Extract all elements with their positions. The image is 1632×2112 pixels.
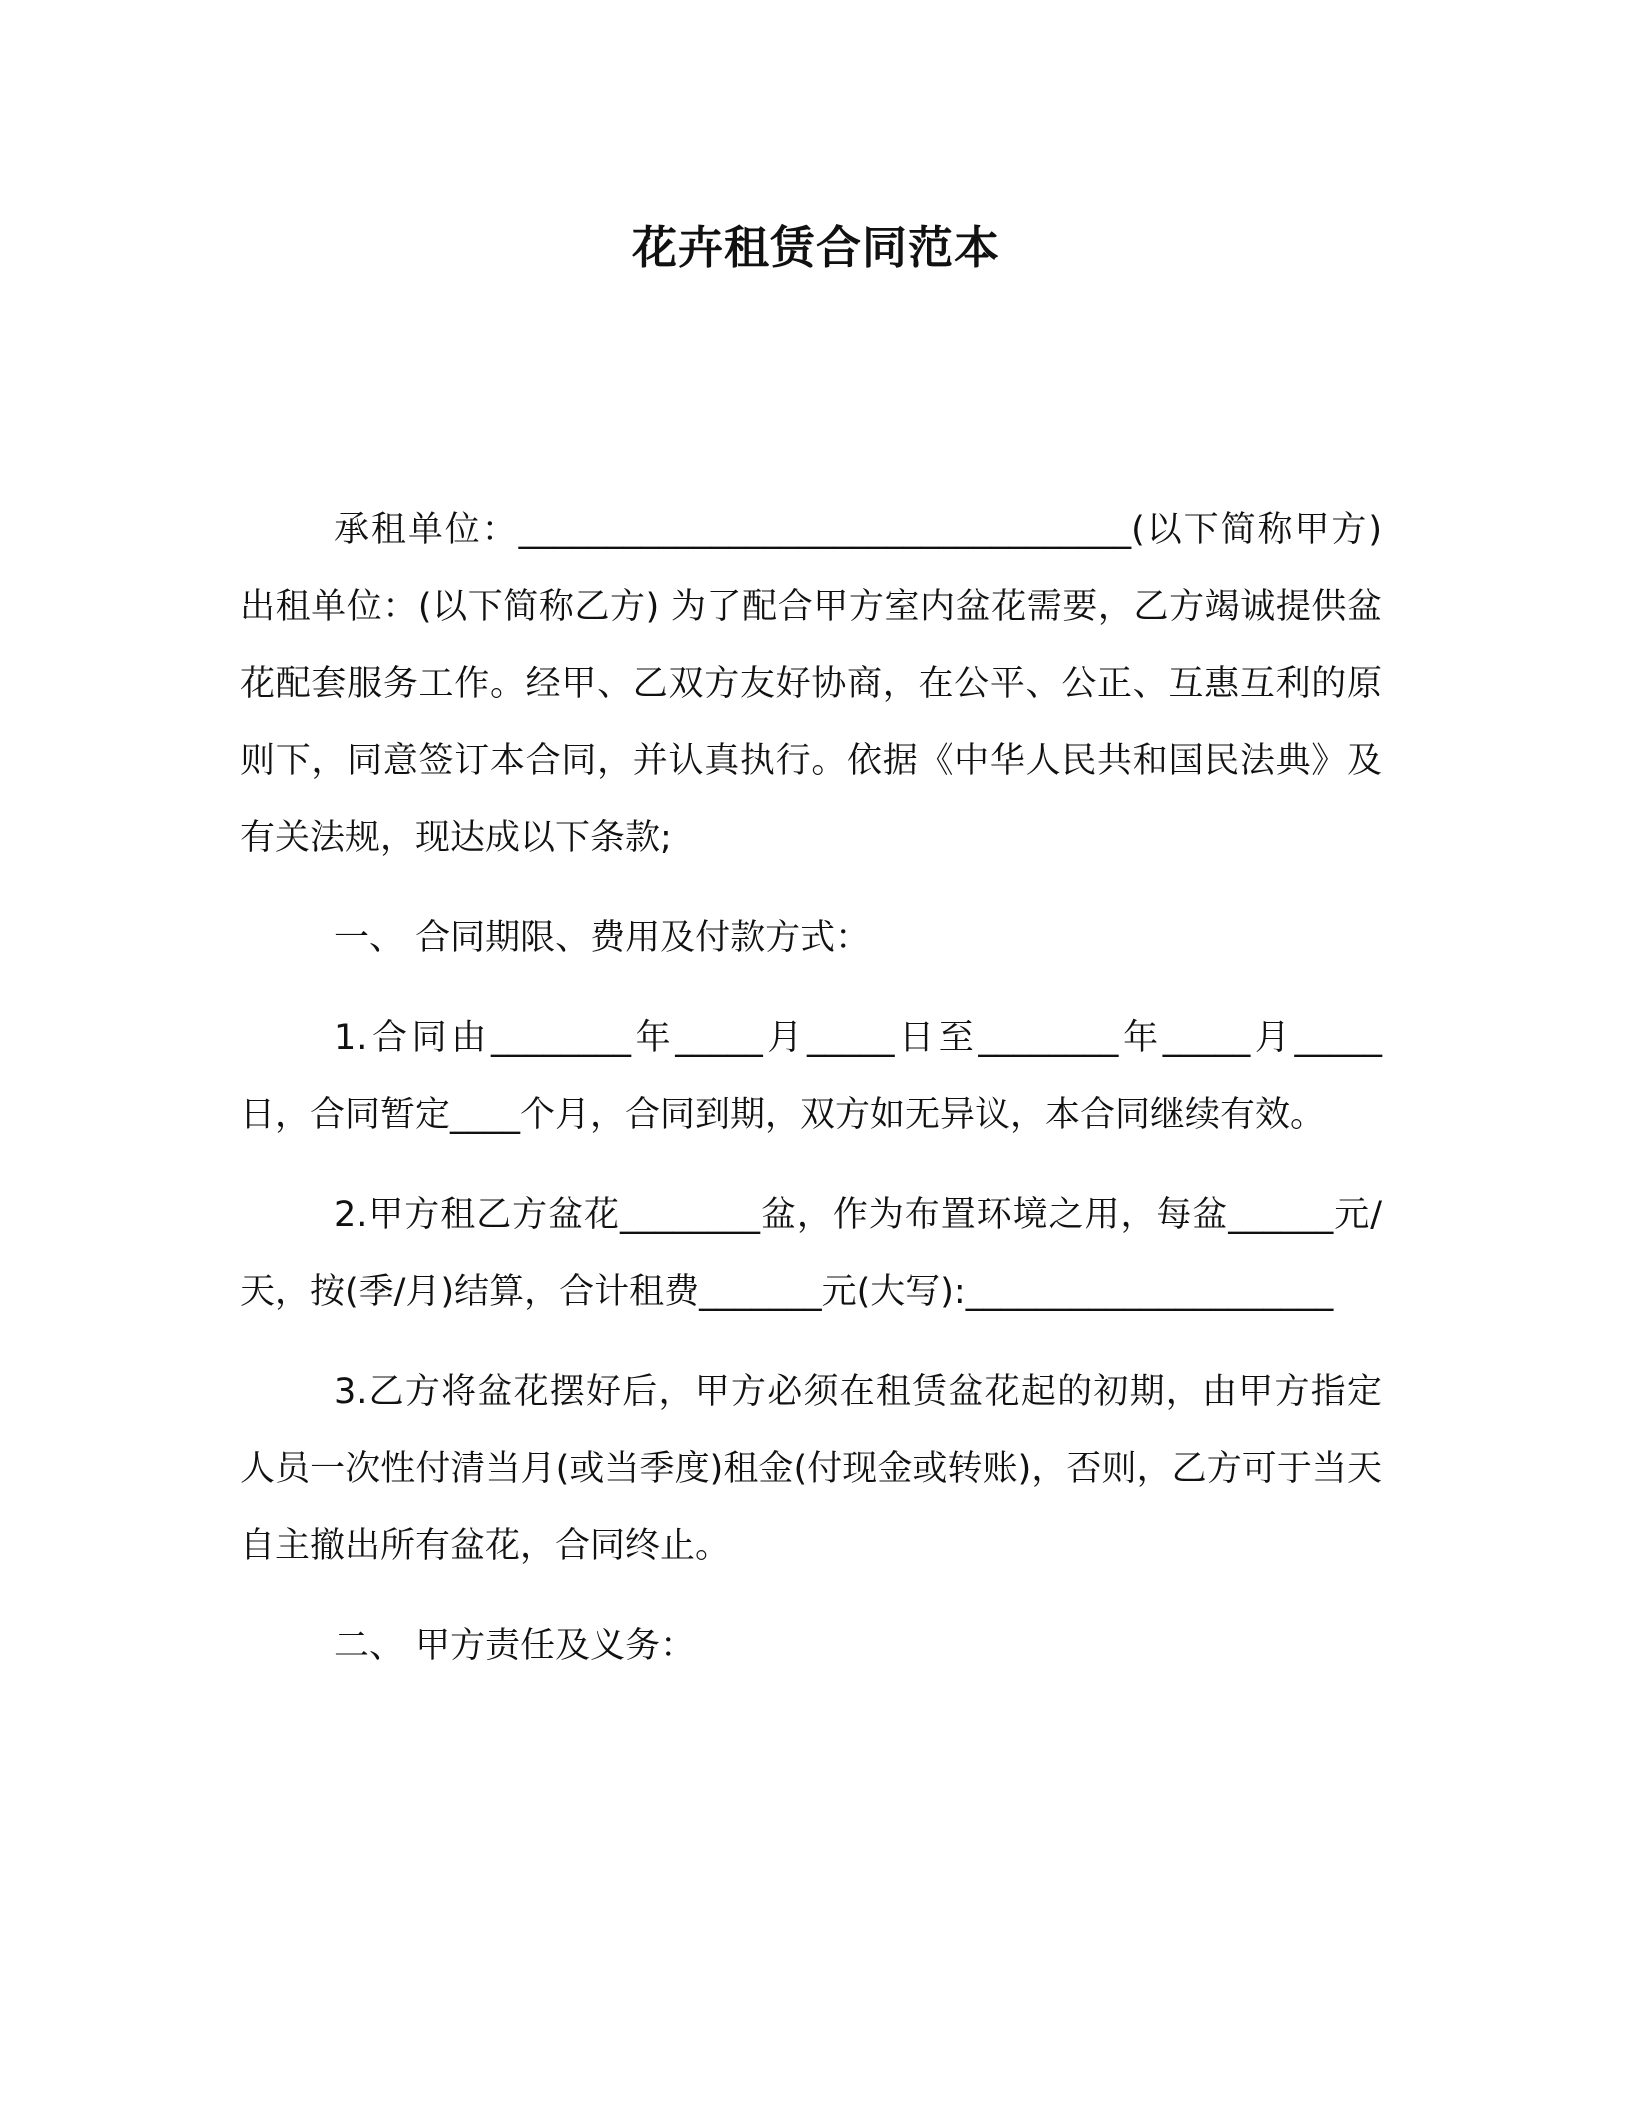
- intro-paragraph: 承租单位：___________________________________(以下简称甲方) 出租单位：(以下简称乙方) 为了配合甲方室内盆花需要，乙方竭诚提供盆花配套服务工作。经甲、乙双方友好协商，在公平、公正、互惠互利的原则下，同意签订本合同，并认真执行。依据《中华人民共和国民法典》及有关法规，现达成以下条款;: [240, 510, 1382, 858]
- clause-1: 1.合同由________年_____月_____日至________年_____月_____日，合同暂定____个月，合同到期，双方如无异议，本合同继续有效。: [240, 1018, 1382, 1135]
- clause-3: 3.乙方将盆花摆好后，甲方必须在租赁盆花起的初期，由甲方指定人员一次性付清当月(或当季度)租金(付现金或转账)，否则，乙方可于当天自主撤出所有盆花，合同终止。: [240, 1372, 1382, 1566]
- section-heading-1: 一、 合同期限、费用及付款方式：: [334, 918, 871, 958]
- clause-2: 2.甲方租乙方盆花________盆，作为布置环境之用，每盆______元/天，按(季/月)结算，合计租费_______元(大写):_____________________: [240, 1195, 1382, 1312]
- document-body: [240, 492, 1382, 1685]
- document-title: 花卉租赁合同范本: [631, 221, 1000, 274]
- section-heading-2: 二、 甲方责任及义务：: [334, 1626, 696, 1666]
